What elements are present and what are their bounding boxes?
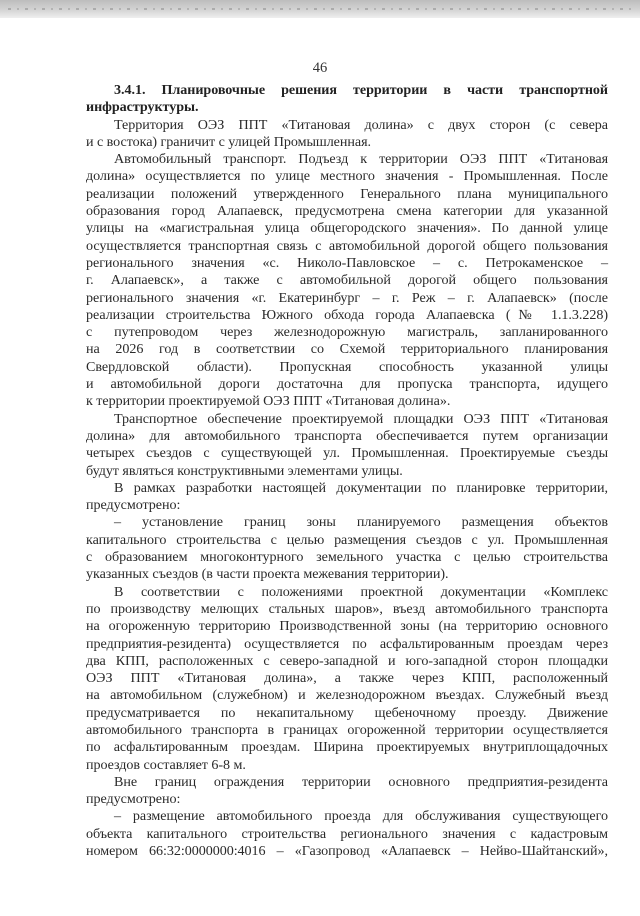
text-line: на огороженную территорию Производственной зоны (на территорию основного: [86, 618, 608, 635]
text-line: предприятия-резидента) осуществляется по асфальтированным проездам через: [86, 635, 608, 652]
text-line: автомобильного транспорта в границах огороженной территории осуществляется: [86, 721, 608, 738]
text-line: на автомобильном (служебном) и железнодорожном въездах. Служебный въезд: [86, 687, 608, 704]
text-line: долина» осуществляется по улице местного значения - Промышленная. После: [86, 168, 608, 185]
text-line: и автомобильной дороги достаточна для пропуска транспорта, идущего: [86, 376, 608, 393]
paragraph: [86, 773, 608, 809]
text-line: предусмотрено:: [86, 497, 181, 514]
text-line: долина» для автомобильного транспорта обеспечивается путем организации: [86, 427, 608, 444]
text-line: ОЭЗ ППТ «Титановая долина», а также через КПП, расположенный: [86, 670, 608, 687]
heading-line: инфраструктуры.: [86, 99, 199, 116]
text-line: Свердловской области). Пропускная способность указанной улицы: [86, 358, 608, 375]
paragraph: [86, 151, 608, 410]
text-line: предусматривается по некапитальному щебеночному проезду. Движение: [86, 704, 608, 721]
text-line: будут являться конструктивными элементами улицы.: [86, 462, 403, 479]
text-line: по производству мелющих стальных шаров», въезд автомобильного транспорта: [86, 600, 608, 617]
text-line: и с востока) граничит с улицей Промышленная.: [86, 133, 371, 150]
text-line: – установление границ зоны планируемого размещения объектов: [114, 514, 608, 531]
text-line: два КПП, расположенных с северо-западной и юго-западной сторон площадки: [86, 652, 608, 669]
paragraph: [86, 410, 608, 480]
text-line: образования город Алапаевск, предусмотрена смена категории для указанной: [86, 203, 608, 220]
text-line: Транспортное обеспечение проектируемой площадки ОЭЗ ППТ «Титановая: [114, 410, 608, 427]
section-heading: [86, 82, 608, 117]
text-line: на 2026 год в соответствии со Схемой территориального планирования: [86, 341, 608, 358]
text-line: осуществляется транспортная связь с автомобильной дорогой общего пользования: [86, 237, 608, 254]
paragraph: [86, 479, 608, 515]
text-line: регионального значения «г. Екатеринбург – г. Реж – г. Алапаевск» (после: [86, 289, 608, 306]
scan-artifact-strip: [0, 0, 640, 18]
list-item: [86, 514, 608, 583]
text-line: номером 66:32:0000000:4016 – «Газопровод «Алапаевск – Нейво-Шайтанский»,: [86, 843, 608, 860]
paragraph: [86, 583, 608, 774]
heading-line: 3.4.1. Планировочные решения территории в части транспортной: [114, 82, 608, 98]
text-line: В рамках разработки настоящей документации по планировке территории,: [114, 479, 608, 496]
paragraph: [86, 116, 608, 152]
page-number: 46: [312, 60, 328, 76]
text-line: по асфальтированным проездам. Ширина проектируемых внутриплощадочных: [86, 739, 608, 756]
text-line: реализации положений утвержденного Генерального плана муниципального: [86, 185, 608, 202]
text-line: указанных съездов (в части проекта межевания территории).: [86, 566, 449, 583]
text-line: В соответствии с положениями проектной документации «Комплекс: [114, 583, 608, 600]
scan-artifact-noise: [8, 8, 632, 10]
text-line: – размещение автомобильного проезда для обслуживания существующего: [114, 808, 608, 825]
text-line: с путепроводом через железнодорожную магистраль, запланированного: [86, 324, 608, 341]
text-line: Автомобильный транспорт. Подъезд к территории ОЭЗ ППТ «Титановая: [114, 151, 608, 168]
text-line: предусмотрено:: [86, 791, 181, 808]
text-line: Территория ОЭЗ ППТ «Титановая долина» с двух сторон (с севера: [114, 116, 608, 133]
document-body: [86, 82, 608, 860]
text-line: улицы на «магистральная улица общегородского значения». По данной улице: [86, 220, 608, 237]
text-line: реализации строительства Южного обхода города Алапаевска (№ 1.1.3.228): [86, 306, 608, 323]
text-line: Вне границ ограждения территории основного предприятия-резидента: [114, 773, 608, 790]
text-line: капитального строительства с целью размещения съездов с ул. Промышленная: [86, 531, 608, 548]
text-line: проездов составляет 6-8 м.: [86, 756, 246, 773]
text-line: объекта капитального строительства регионального значения с кадастровым: [86, 825, 608, 842]
text-line: четырех съездов с существующей ул. Промышленная. Проектируемые съезды: [86, 445, 608, 462]
text-line: с образованием многоконтурного земельного участка с целью строительства: [86, 549, 608, 566]
text-line: к территории проектируемой ОЭЗ ППТ «Титановая долина».: [86, 393, 451, 410]
list-item: [86, 808, 608, 860]
text-line: г. Алапаевск», а также с автомобильной дорогой общего пользования: [86, 272, 608, 289]
text-line: регионального значения «с. Николо-Павловское – с. Петрокаменское –: [86, 254, 608, 271]
